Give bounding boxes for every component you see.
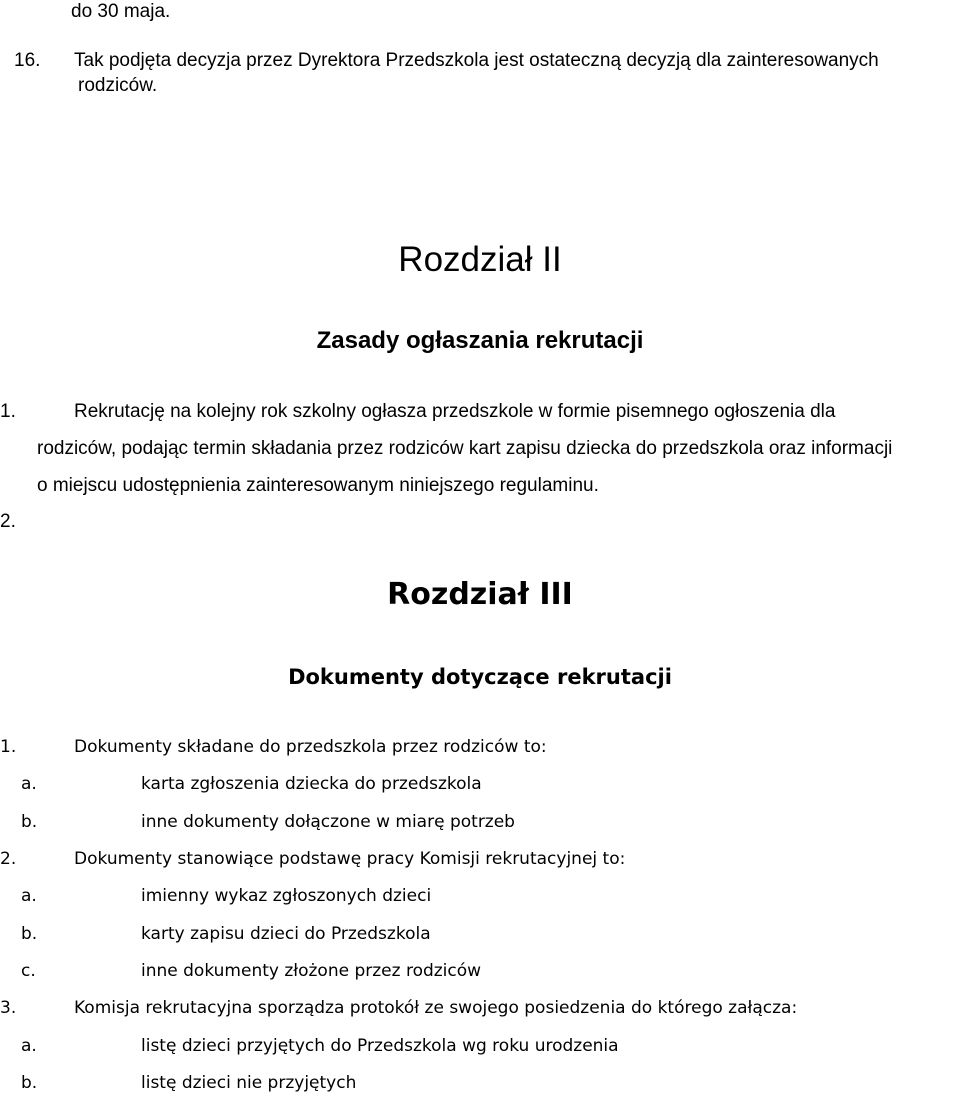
list-number: 2. <box>0 511 16 532</box>
list-item-text: Dokumenty składane do przedszkola przez rodziców to: <box>74 737 547 757</box>
list-item-text-continuation: rodziców. <box>78 75 158 96</box>
sub-list-letter: b. <box>21 812 38 832</box>
sub-list-item: karta zgłoszenia dziecka do przedszkola <box>141 774 482 794</box>
list-number: 16. <box>14 50 41 71</box>
sub-list-item: karty zapisu dzieci do Przedszkola <box>141 924 431 944</box>
list-item-text: Komisja rekrutacyjna sporządza protokół ze swojego posiedzenia do którego załącza: <box>74 998 798 1018</box>
sub-list-item: imienny wykaz zgłoszonych dzieci <box>141 886 432 906</box>
chapter-subtitle: Dokumenty dotyczące rekrutacji <box>288 665 672 689</box>
list-number: 1. <box>0 737 17 757</box>
continuation-text: do 30 maja. <box>71 1 171 22</box>
list-number: 2. <box>0 849 17 869</box>
chapter-title: Rozdział II <box>398 240 562 279</box>
sub-list-item: listę dzieci nie przyjętych <box>141 1073 357 1093</box>
list-number: 1. <box>0 401 16 422</box>
sub-list-letter: b. <box>21 924 38 944</box>
sub-list-letter: b. <box>21 1073 38 1093</box>
sub-list-item: inne dokumenty dołączone w miarę potrzeb <box>141 812 515 832</box>
list-item-text: Rekrutację na kolejny rok szkolny ogłasza przedszkole w formie pisemnego ogłoszenia dla <box>74 401 836 422</box>
sub-list-item: inne dokumenty złożone przez rodziców <box>141 961 482 981</box>
sub-list-letter: a. <box>21 774 37 794</box>
chapter-subtitle: Zasady ogłaszania rekrutacji <box>316 327 644 354</box>
chapter-title: Rozdział III <box>387 577 573 612</box>
sub-list-item: listę dzieci przyjętych do Przedszkola wg roku urodzenia <box>141 1036 619 1056</box>
list-item-text-continuation: o miejscu udostępnienia zainteresowanym niniejszego regulaminu. <box>37 475 599 496</box>
list-item-text-continuation: rodziców, podając termin składania przez rodziców kart zapisu dziecka do przedszkola oraz informacji <box>37 438 893 459</box>
list-item-text: Dokumenty stanowiące podstawę pracy Komisji rekrutacyjnej to: <box>74 849 626 869</box>
sub-list-letter: c. <box>21 961 36 981</box>
sub-list-letter: a. <box>21 1036 37 1056</box>
sub-list-letter: a. <box>21 886 37 906</box>
list-item-text: Tak podjęta decyzja przez Dyrektora Przedszkola jest ostateczną decyzją dla zainteresowanych <box>74 50 879 71</box>
list-number: 3. <box>0 998 17 1018</box>
